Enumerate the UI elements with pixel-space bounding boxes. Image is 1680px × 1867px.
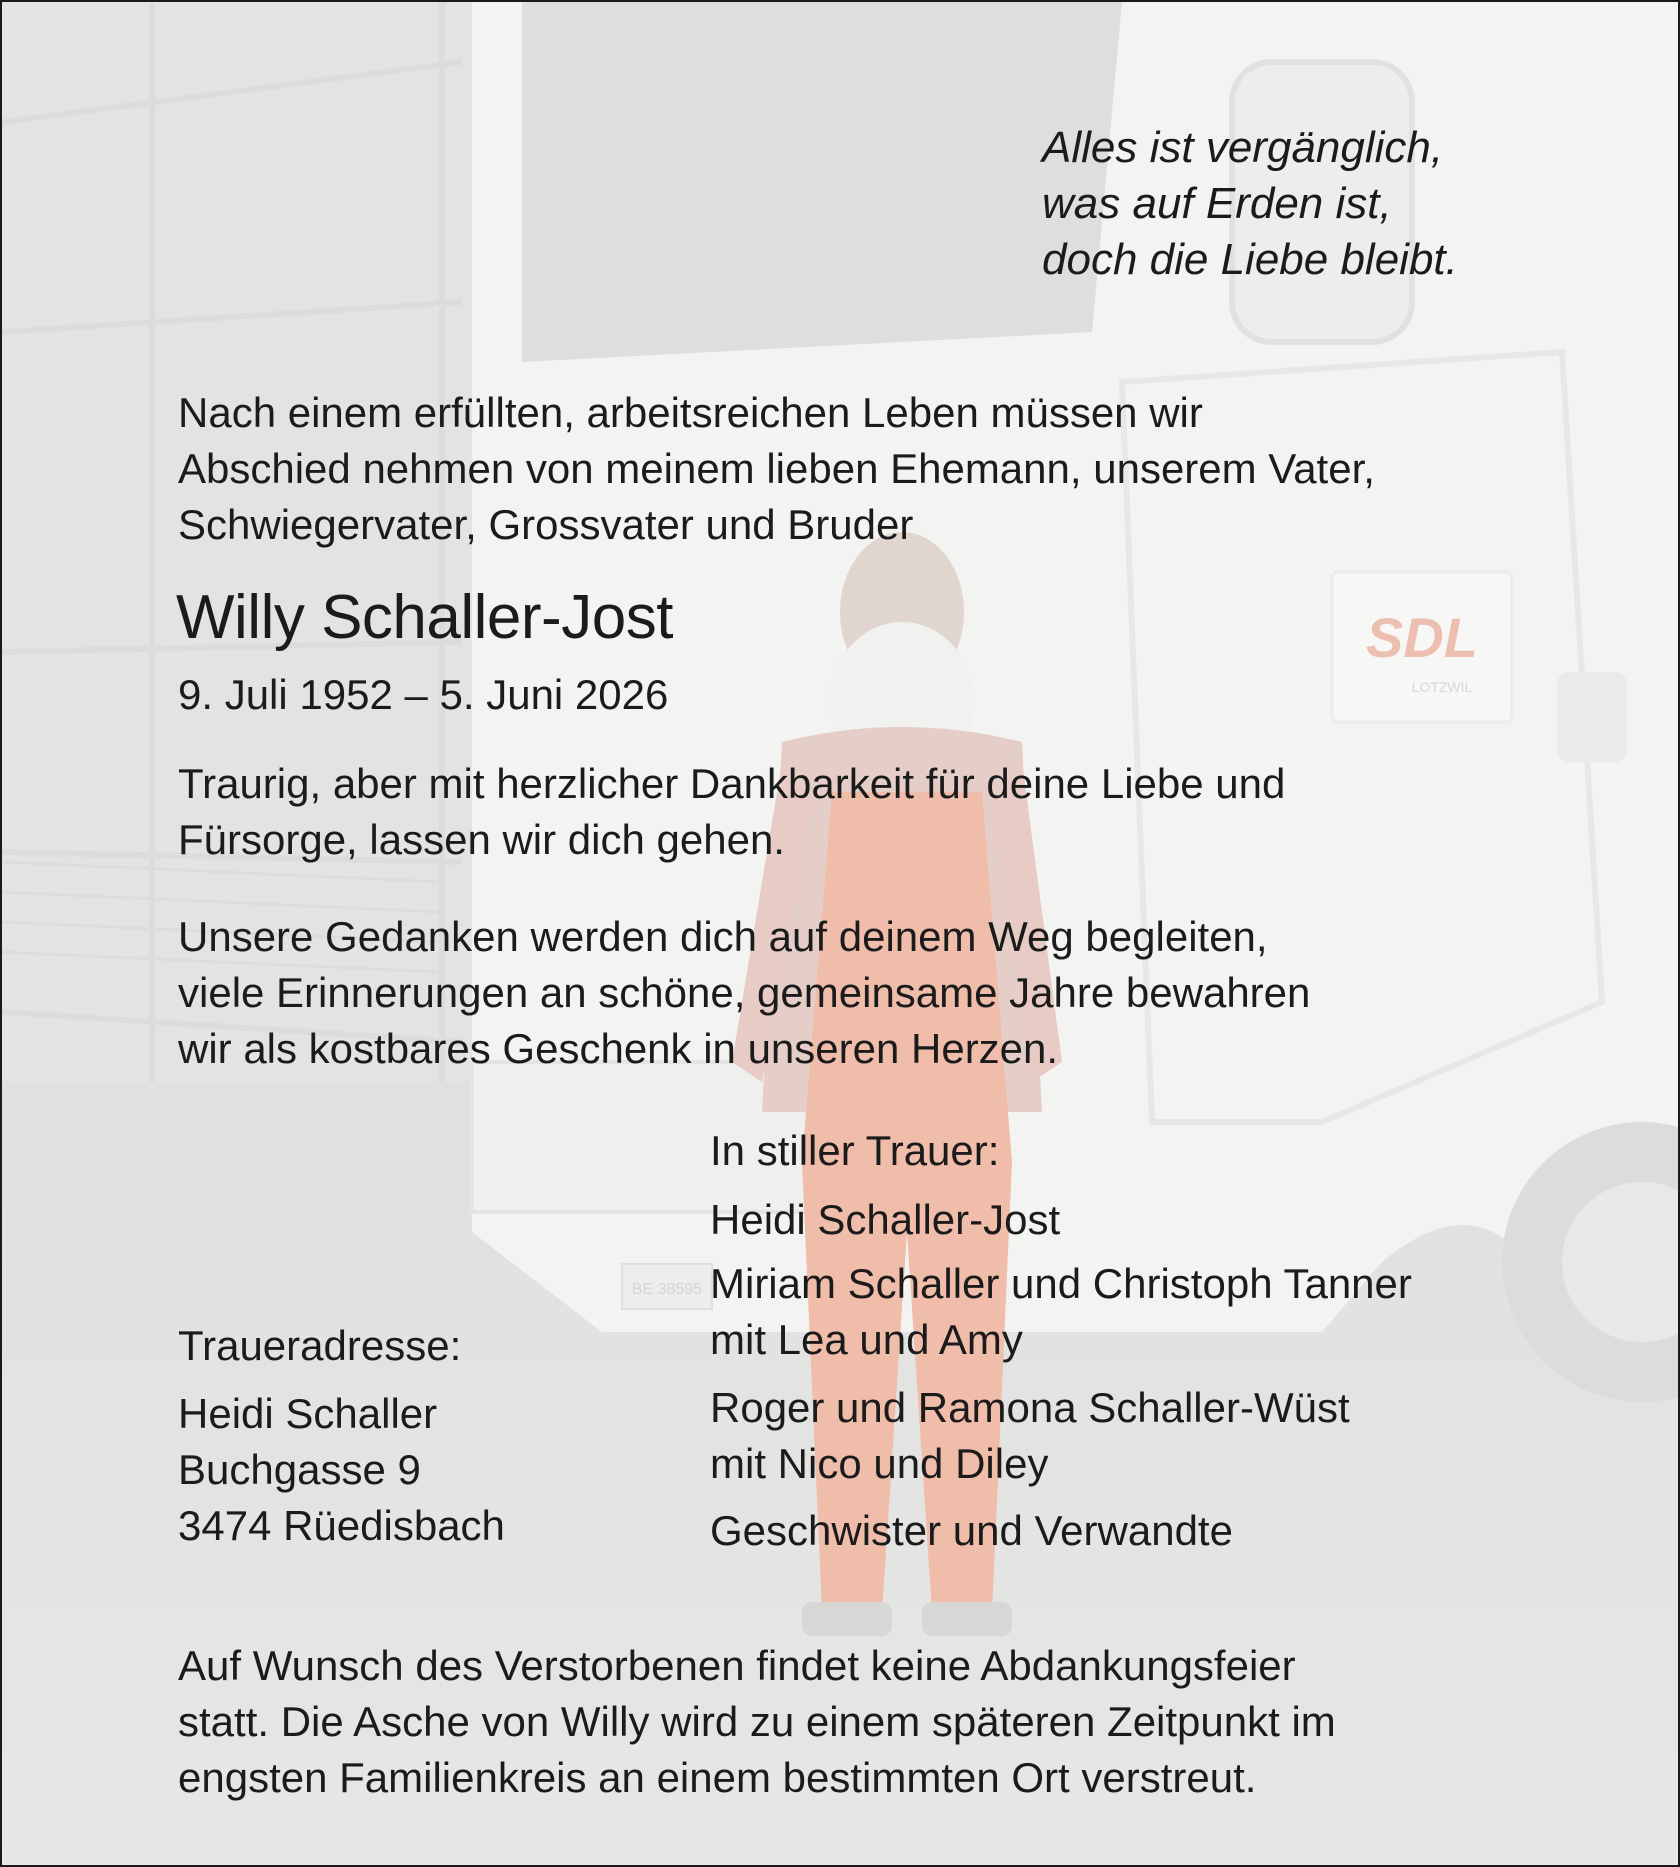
mourner-line: mit Lea und Amy [710,1316,1023,1363]
paragraph-gratitude [178,756,1285,868]
deceased-name: Willy Schaller-Jost [176,583,673,652]
closing-paragraph [178,1638,1336,1806]
address-title: Traueradresse: [178,1322,462,1369]
motto-line: was auf Erden ist, [1042,179,1392,228]
paragraph-line: Fürsorge, lassen wir dich gehen. [178,816,785,863]
closing-line: statt. Die Asche von Willy wird zu einem späteren Zeitpunkt im [178,1698,1336,1745]
motto-line: doch die Liebe bleibt. [1042,235,1458,284]
intro-line: Schwiegervater, Grossvater und Bruder [178,501,914,548]
address-line: Buchgasse 9 [178,1446,421,1493]
paragraph-line: wir als kostbares Geschenk in unseren Herzen. [178,1025,1059,1072]
truck-logo-text: SDL [1366,606,1478,669]
paragraph-line: Unsere Gedanken werden dich auf deinem Weg begleiten, [178,913,1268,960]
mourner-line: Roger und Ramona Schaller-Wüst [710,1384,1350,1431]
intro-paragraph [178,385,1375,553]
mourner-group [710,1192,1060,1248]
paragraph-line: Traurig, aber mit herzlicher Dankbarkeit für deine Liebe und [178,760,1286,807]
address-line: Heidi Schaller [178,1390,438,1437]
address-line: 3474 Rüedisbach [178,1502,505,1549]
mourner-group [710,1503,1233,1559]
mourner-group [710,1380,1350,1492]
mourner-line: Heidi Schaller-Jost [710,1196,1061,1243]
closing-line: engsten Familienkreis an einem bestimmten Ort verstreut. [178,1754,1257,1801]
truck-logo-subtext: LOTZWIL [1411,679,1473,695]
paragraph-line: viele Erinnerungen an schöne, gemeinsame Jahre bewahren [178,969,1311,1016]
motto-quote [1042,120,1458,288]
mourner-line: Geschwister und Verwandte [710,1507,1233,1554]
intro-line: Abschied nehmen von meinem lieben Ehemann, unserem Vater, [178,445,1375,492]
mourner-line: Miriam Schaller und Christoph Tanner [710,1260,1412,1307]
life-dates: 9. Juli 1952 – 5. Juni 2026 [178,671,669,718]
mourner-group [710,1256,1412,1368]
paragraph-thoughts [178,909,1310,1077]
motto-line: Alles ist vergänglich, [1042,123,1444,172]
mourner-line: mit Nico und Diley [710,1440,1049,1487]
mourners-title: In stiller Trauer: [710,1127,1000,1174]
license-plate-text: BE 38595 [631,1281,703,1298]
closing-line: Auf Wunsch des Verstorbenen findet keine Abdankungsfeier [178,1642,1296,1689]
mourning-address [178,1386,505,1554]
intro-line: Nach einem erfüllten, arbeitsreichen Leben müssen wir [178,389,1203,436]
